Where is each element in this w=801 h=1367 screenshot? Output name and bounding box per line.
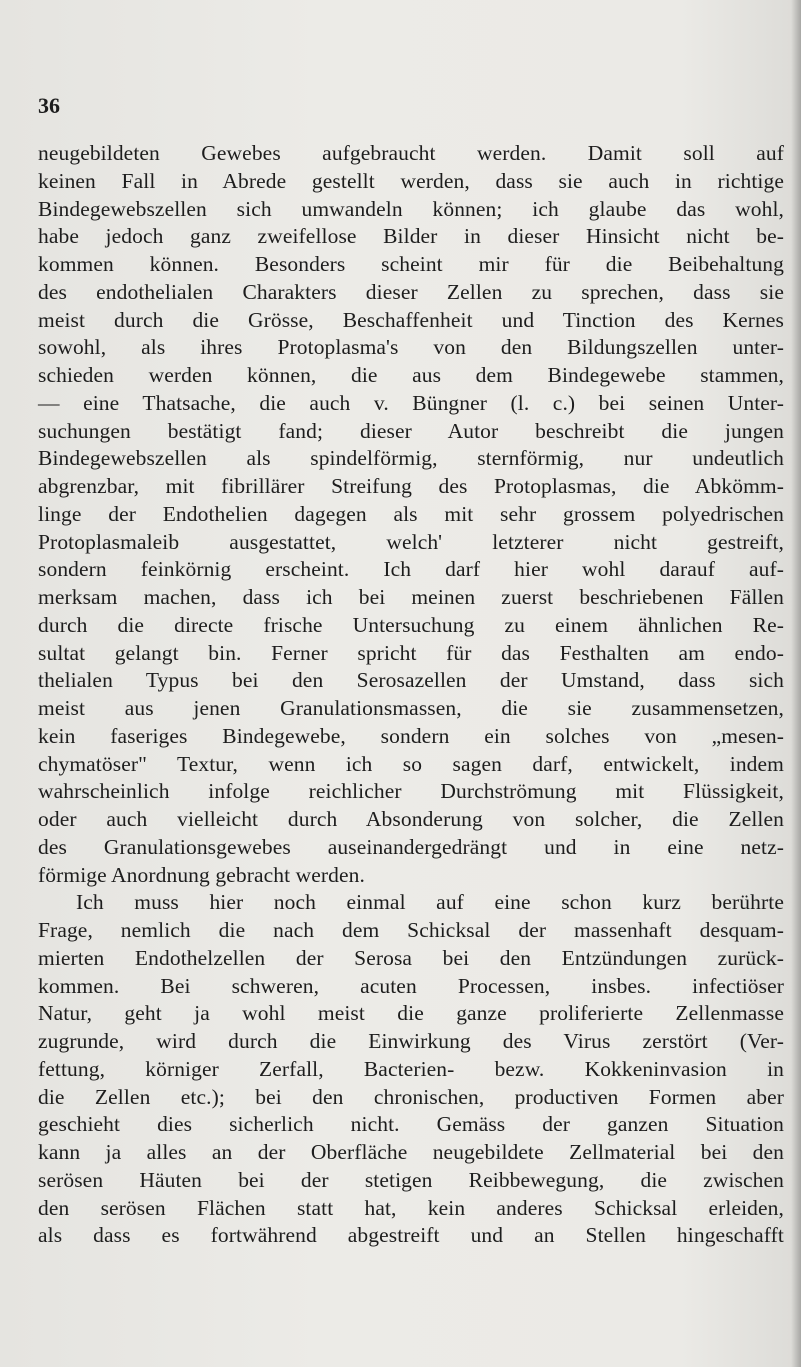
text-line: als dass es fortwährend abgestreift und an Stellen hingeschafft (38, 1223, 784, 1248)
text-line: sultat gelangt bin. Ferner spricht für das Festhalten am endo- (38, 640, 784, 665)
text-line: Bindegewebszellen sich umwandeln können; ich glaube das wohl, (38, 196, 784, 221)
text-line: serösen Häuten bei der stetigen Reibbewegung, die zwischen (38, 1167, 784, 1192)
text-line: kann ja alles an der Oberfläche neugebildete Zellmaterial bei den (38, 1140, 784, 1164)
text-line: mierten Endothelzellen der Serosa bei den Entzündungen zurück- (38, 945, 784, 970)
text-line: Bindegewebszellen als spindelförmig, sternförmig, nur undeutlich (38, 446, 784, 471)
text-line: habe jedoch ganz zweifellose Bilder in dieser Hinsicht nicht be- (38, 224, 784, 249)
text-line: des Granulationsgewebes auseinandergedrängt und in eine netz- (38, 834, 784, 859)
text-line: Ich muss hier noch einmal auf eine schon kurz berührte (76, 890, 784, 915)
text-line: abgrenzbar, mit fibrillärer Streifung des Protoplasmas, die Abkömm- (38, 474, 784, 498)
text-line: keinen Fall in Abrede gestellt werden, dass sie auch in richtige (38, 168, 784, 193)
text-line: geschieht dies sicherlich nicht. Gemäss der ganzen Situation (38, 1112, 784, 1137)
text-line: wahrscheinlich infolge reichlicher Durchströmung mit Flüssigkeit, (38, 779, 784, 804)
text-line: chymatöser" Textur, wenn ich so sagen darf, entwickelt, indem (38, 751, 784, 776)
text-line: zugrunde, wird durch die Einwirkung des Virus zerstört (Ver- (38, 1029, 784, 1053)
text-line: kommen können. Besonders scheint mir für die Beibehaltung (38, 252, 784, 276)
text-line: oder auch vielleicht durch Absonderung von solcher, die Zellen (38, 807, 784, 831)
text-line: — eine Thatsache, die auch v. Büngner (l. c.) bei seinen Unter- (38, 390, 784, 415)
text-line: durch die directe frische Untersuchung zu einem ähnlichen Re- (38, 612, 784, 637)
text-line: Protoplasmaleib ausgestattet, welch' letzterer nicht gestreift, (38, 529, 784, 554)
page-edge-shadow (791, 0, 801, 1367)
text-line: schieden werden können, die aus dem Bindegewebe stammen, (38, 363, 784, 387)
text-line: förmige Anordnung gebracht werden. (38, 862, 365, 887)
text-line: suchungen bestätigt fand; dieser Autor beschreibt die jungen (38, 418, 784, 443)
text-line: neugebildeten Gewebes aufgebraucht werden. Damit soll auf (38, 141, 784, 165)
text-line: des endothelialen Charakters dieser Zellen zu sprechen, dass sie (38, 279, 784, 304)
text-line: fettung, körniger Zerfall, Bacterien- bezw. Kokkeninvasion in (38, 1056, 784, 1081)
text-line: kein faseriges Bindegewebe, sondern ein solches von „mesen- (38, 723, 784, 748)
text-line: meist durch die Grösse, Beschaffenheit und Tinction des Kernes (38, 307, 784, 332)
text-line: den serösen Flächen statt hat, kein anderes Schicksal erleiden, (38, 1195, 784, 1220)
text-line: die Zellen etc.); bei den chronischen, productiven Formen aber (38, 1084, 784, 1109)
page-number: 36 (38, 93, 60, 118)
text-line: sondern feinkörnig erscheint. Ich darf hier wohl darauf auf- (38, 557, 784, 582)
text-line: linge der Endothelien dagegen als mit sehr grossem polyedrischen (38, 501, 784, 526)
text-line: sowohl, als ihres Protoplasma's von den Bildungszellen unter- (38, 335, 784, 360)
text-line: Frage, nemlich die nach dem Schicksal der massenhaft desquam- (38, 918, 784, 942)
text-line: meist aus jenen Granulationsmassen, die sie zusammensetzen, (38, 696, 784, 720)
text-line: thelialen Typus bei den Serosazellen der Umstand, dass sich (38, 668, 784, 693)
text-line: merksam machen, dass ich bei meinen zuerst beschriebenen Fällen (38, 585, 784, 609)
text-line: kommen. Bei schweren, acuten Processen, insbes. infectiöser (38, 973, 784, 998)
body-text (38, 140, 784, 1250)
text-line: Natur, geht ja wohl meist die ganze proliferierte Zellenmasse (38, 1001, 784, 1026)
